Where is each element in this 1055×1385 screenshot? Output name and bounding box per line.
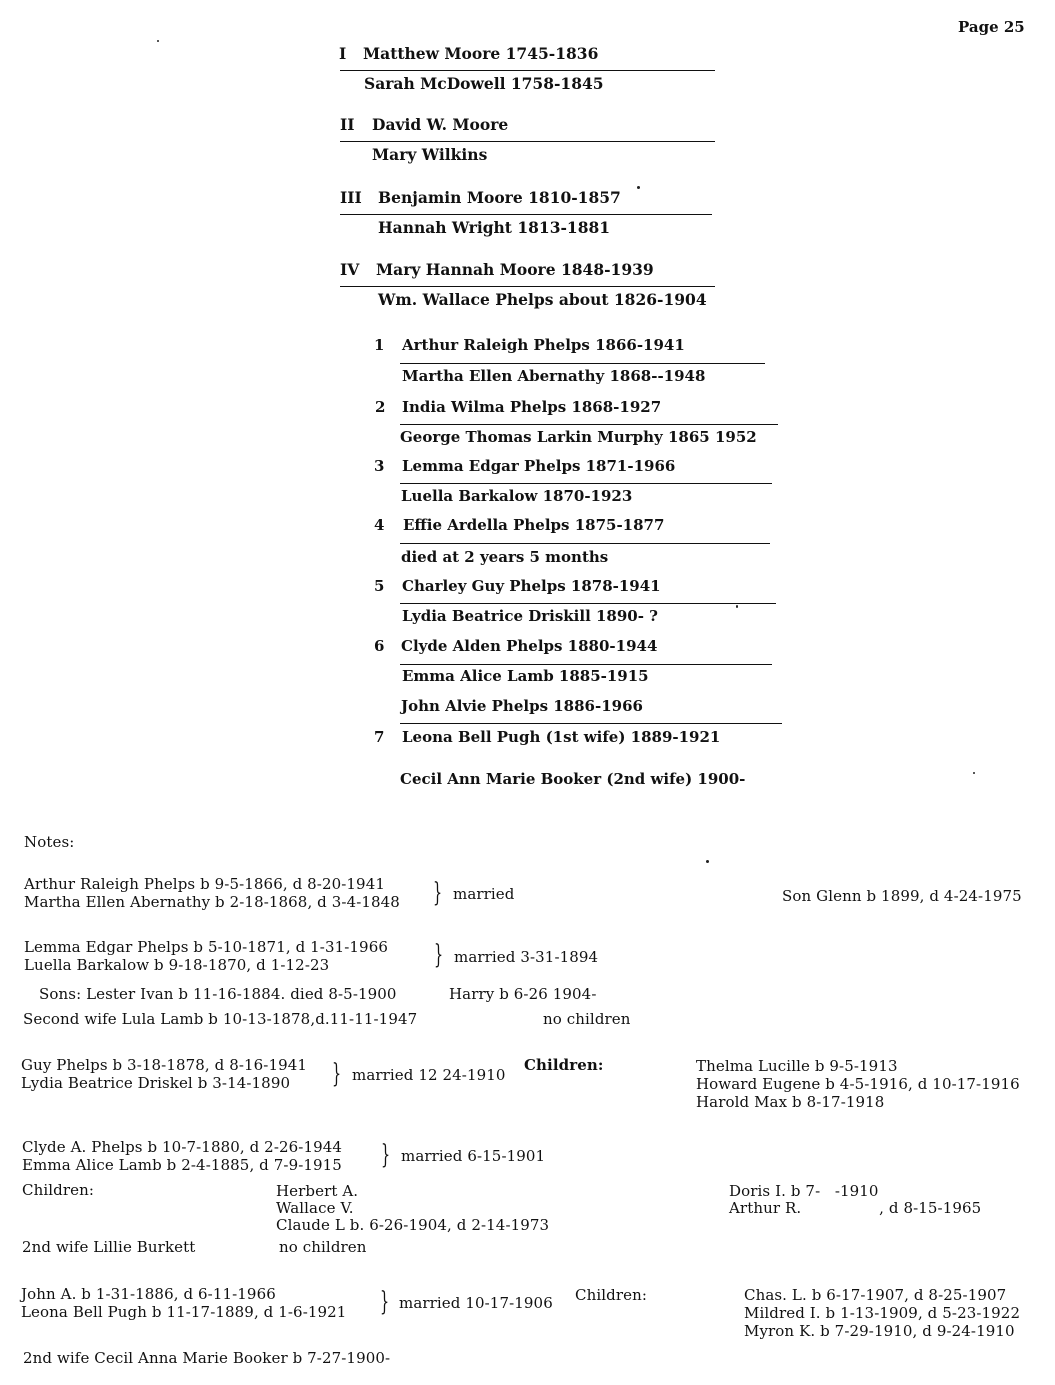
child-entry: Claude L b. 6-26-1904, d 2-14-1973 — [276, 1216, 550, 1234]
brace: } — [434, 940, 444, 970]
note-line: Sons: Lester Ivan b 11-16-1884. died 8-5-1900 — [39, 985, 397, 1003]
child-number: 1 — [374, 336, 385, 354]
child-entry: Wallace V. — [276, 1199, 354, 1217]
note-line: 2nd wife Lillie Burkett — [22, 1238, 196, 1256]
child-entry: Howard Eugene b 4-5-1916, d 10-17-1916 — [696, 1075, 1020, 1093]
divider — [340, 141, 715, 142]
generation-spouse: Mary Wilkins — [372, 145, 488, 164]
divider — [400, 723, 782, 724]
child-spouse: Martha Ellen Abernathy 1868--1948 — [402, 367, 706, 385]
divider — [400, 483, 772, 484]
note-line: Lemma Edgar Phelps b 5-10-1871, d 1-31-1966 — [24, 938, 388, 956]
divider — [400, 664, 772, 665]
divider — [340, 286, 715, 287]
note-line: Second wife Lula Lamb b 10-13-1878,d.11-11-1947 — [23, 1010, 418, 1028]
child-number: 3 — [374, 457, 385, 475]
note-line: no children — [279, 1238, 367, 1256]
divider — [400, 363, 765, 364]
generation-spouse: Wm. Wallace Phelps about 1826-1904 — [378, 290, 707, 309]
married-note: married 3-31-1894 — [454, 948, 599, 966]
child-name: Arthur Raleigh Phelps 1866-1941 — [402, 336, 685, 354]
child-number: 5 — [374, 577, 385, 595]
note-line: Clyde A. Phelps b 10-7-1880, d 2-26-1944 — [22, 1138, 343, 1156]
note-line: Guy Phelps b 3-18-1878, d 8-16-1941 — [21, 1056, 308, 1074]
children-label: Children: — [524, 1056, 604, 1074]
note-line: Martha Ellen Abernathy b 2-18-1868, d 3-4-1848 — [24, 893, 400, 911]
child-entry: Herbert A. — [276, 1182, 359, 1200]
brace: } — [433, 878, 443, 908]
note-line: Emma Alice Lamb b 2-4-1885, d 7-9-1915 — [22, 1156, 342, 1174]
generation-numeral: II — [340, 115, 355, 134]
note-line: Leona Bell Pugh b 11-17-1889, d 1-6-1921 — [21, 1303, 347, 1321]
child-number: 7 — [374, 728, 385, 746]
child-number: 6 — [374, 637, 385, 655]
note-line: Son Glenn b 1899, d 4-24-1975 — [782, 887, 1022, 905]
child-name: Charley Guy Phelps 1878-1941 — [402, 577, 661, 595]
child-name: Lemma Edgar Phelps 1871-1966 — [402, 457, 676, 475]
scan-speck — [973, 772, 975, 774]
child-entry: Myron K. b 7-29-1910, d 9-24-1910 — [744, 1322, 1015, 1340]
child-entry: Arthur R. , d 8-15-1965 — [729, 1199, 982, 1217]
married-note: married 10-17-1906 — [399, 1294, 553, 1312]
child-second-spouse: Cecil Ann Marie Booker (2nd wife) 1900- — [400, 770, 746, 788]
page-label: Page 25 — [958, 18, 1025, 36]
note-line: Lydia Beatrice Driskel b 3-14-1890 — [21, 1074, 291, 1092]
scan-speck — [157, 40, 159, 42]
note-line: 2nd wife Cecil Anna Marie Booker b 7-27-1900- — [23, 1349, 391, 1367]
note-line: Harry b 6-26 1904- — [449, 985, 597, 1003]
married-note: married 6-15-1901 — [401, 1147, 546, 1165]
children-label: Children: — [575, 1286, 647, 1304]
generation-spouse: Sarah McDowell 1758-1845 — [364, 74, 604, 93]
divider — [400, 603, 776, 604]
note-line: no children — [543, 1010, 631, 1028]
child-entry: Chas. L. b 6-17-1907, d 8-25-1907 — [744, 1286, 1007, 1304]
child-entry: Thelma Lucille b 9-5-1913 — [696, 1057, 898, 1075]
generation-name: Matthew Moore 1745-1836 — [363, 44, 599, 63]
child-spouse: died at 2 years 5 months — [401, 548, 609, 566]
generation-numeral: III — [340, 188, 362, 207]
notes-heading: Notes: — [24, 833, 75, 851]
generation-numeral: I — [339, 44, 347, 63]
divider — [340, 214, 712, 215]
divider — [400, 543, 770, 544]
children-label: Children: — [22, 1181, 94, 1199]
child-spouse: Emma Alice Lamb 1885-1915 — [402, 667, 649, 685]
child-spouse: Luella Barkalow 1870-1923 — [401, 487, 633, 505]
child-number: 4 — [374, 516, 385, 534]
scan-speck — [736, 605, 738, 608]
child-spouse: George Thomas Larkin Murphy 1865 1952 — [400, 428, 757, 446]
scan-speck — [706, 860, 709, 863]
child-number: 2 — [375, 398, 386, 416]
child-name: Effie Ardella Phelps 1875-1877 — [403, 516, 665, 534]
married-note: married 12 24-1910 — [352, 1066, 506, 1084]
note-line: Arthur Raleigh Phelps b 9-5-1866, d 8-20-1941 — [24, 875, 385, 893]
generation-spouse: Hannah Wright 1813-1881 — [378, 218, 611, 237]
generation-name: David W. Moore — [372, 115, 509, 134]
generation-name: Mary Hannah Moore 1848-1939 — [376, 260, 654, 279]
married-note: married — [453, 885, 515, 903]
divider — [340, 70, 715, 71]
brace: } — [380, 1287, 390, 1317]
child-entry: Doris I. b 7- -1910 — [729, 1182, 879, 1200]
child-name: Clyde Alden Phelps 1880-1944 — [401, 637, 658, 655]
brace: } — [332, 1059, 342, 1089]
note-line: John A. b 1-31-1886, d 6-11-1966 — [21, 1285, 276, 1303]
divider — [400, 424, 778, 425]
brace: } — [381, 1140, 391, 1170]
child-entry: Mildred I. b 1-13-1909, d 5-23-1922 — [744, 1304, 1021, 1322]
generation-name: Benjamin Moore 1810-1857 — [378, 188, 621, 207]
child-entry: Harold Max b 8-17-1918 — [696, 1093, 885, 1111]
scan-speck — [637, 186, 640, 189]
child-spouse: Lydia Beatrice Driskill 1890- ? — [402, 607, 658, 625]
child-name: India Wilma Phelps 1868-1927 — [402, 398, 662, 416]
child-spouse: Leona Bell Pugh (1st wife) 1889-1921 — [402, 728, 721, 746]
note-line: Luella Barkalow b 9-18-1870, d 1-12-23 — [24, 956, 330, 974]
generation-numeral: IV — [340, 260, 360, 279]
child-name: John Alvie Phelps 1886-1966 — [401, 697, 643, 715]
